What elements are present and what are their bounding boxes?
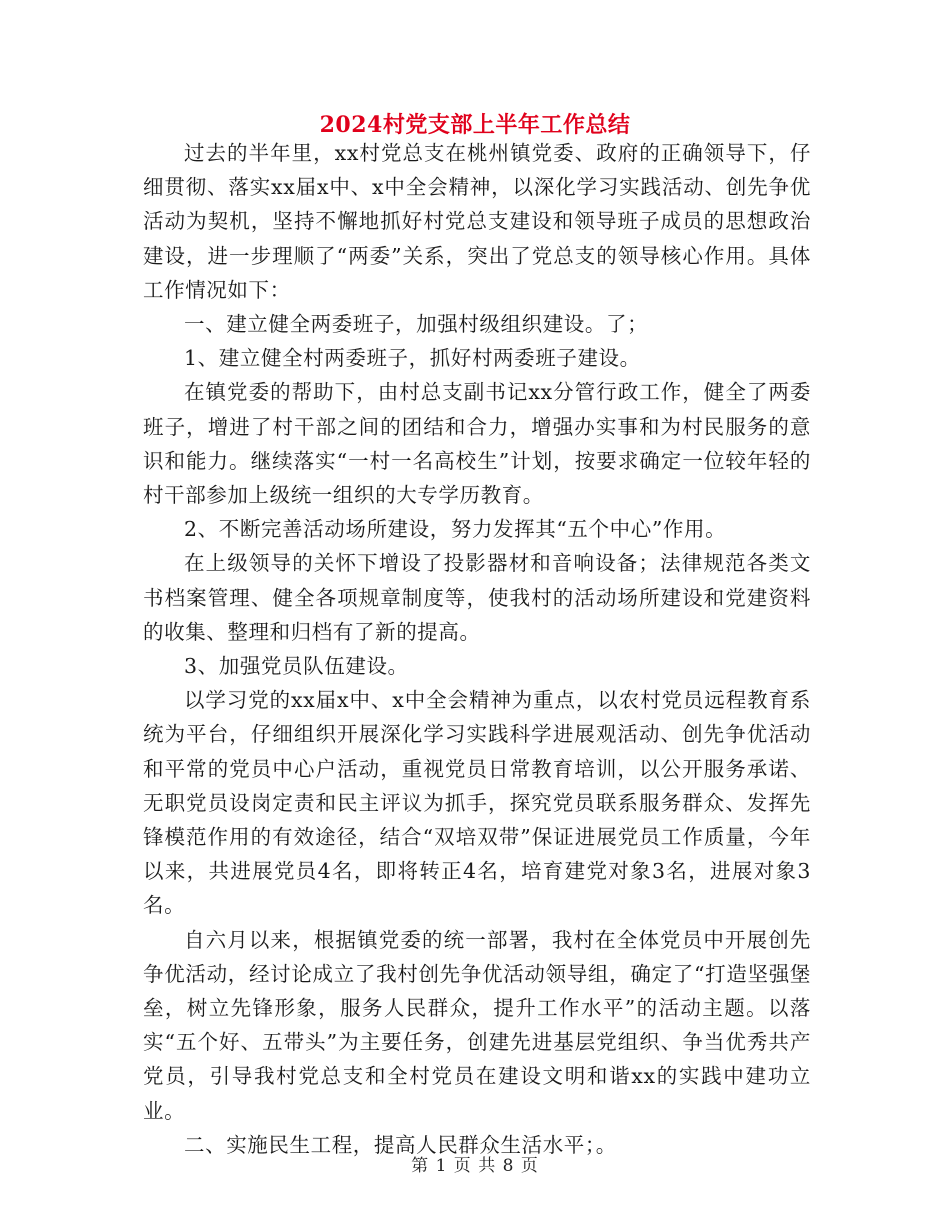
subheading-1-2: 2、不断完善活动场所建设，努力发挥其“五个中心”作用。 [184,517,727,542]
page-number-footer: 第 1 页 共 8 页 [411,1156,539,1176]
section-heading-2: 二、实施民生工程，提高人民群众生活水平；。 [184,1132,617,1157]
subheading-1-1: 1、建立健全村两委班子，抓好村两委班子建设。 [184,346,641,371]
paragraph-1-1: 在镇党委的帮助下，由村总支副书记xx分管行政工作，健全了两委班子，增进了村干部之间的团结和合力，增强办实事和为村民服务的意识和能力。继续落实“一村一名高校生”计划，按要求确定一位较年轻的村干部参加上级统一组织的大专学历教育。 [143,380,811,508]
paragraph-1-4: 自六月以来，根据镇党委的统一部署，我村在全体党员中开展创先争优活动，经讨论成立了我村创先争优活动领导组，确定了“打造坚强堡垒，树立先锋形象，服务人民群众，提升工作水平”的活动主题。以落实“五个好、五带头”为主要任务，创建先进基层党组织、争当优秀共产党员，引导我村党总支和全村党员在建设文明和谐xx的实践中建功立业。 [143,927,811,1123]
subheading-1-3: 3、加强党员队伍建设。 [184,654,409,679]
document-body [143,136,811,1162]
paragraph-1-3: 以学习党的xx届x中、x中全会精神为重点，以农村党员远程教育系统为平台，仔细组织开展深化学习实践科学进展观活动、创先争优活动和平常的党员中心户活动，重视党员日常教育培训，以公开服务承诺、无职党员设岗定责和民主评议为抓手，探究党员联系服务群众、发挥先锋模范作用的有效途径，结合“双培双带”保证进展党员工作质量，今年以来，共进展党员4名，即将转正4名，培育建党对象3名，进展对象3名。 [143,688,811,918]
document-title: 2024村党支部上半年工作总结 [319,112,631,138]
paragraph-intro: 过去的半年里，xx村党总支在桃州镇党委、政府的正确领导下，仔细贯彻、落实xx届x中、x中全会精神，以深化学习实践活动、创先争优活动为契机，坚持不懈地抓好村党总支建设和领导班子成员的思想政治建设，进一步理顺了“两委”关系，突出了党总支的领导核心作用。具体工作情况如下： [143,141,811,302]
paragraph-1-2: 在上级领导的关怀下增设了投影器材和音响设备；法律规范各类文书档案管理、健全各项规章制度等，使我村的活动场所建设和党建资料的收集、整理和归档有了新的提高。 [143,551,811,644]
section-heading-1: 一、建立健全两委班子，加强村级组织建设。了； [184,312,649,337]
